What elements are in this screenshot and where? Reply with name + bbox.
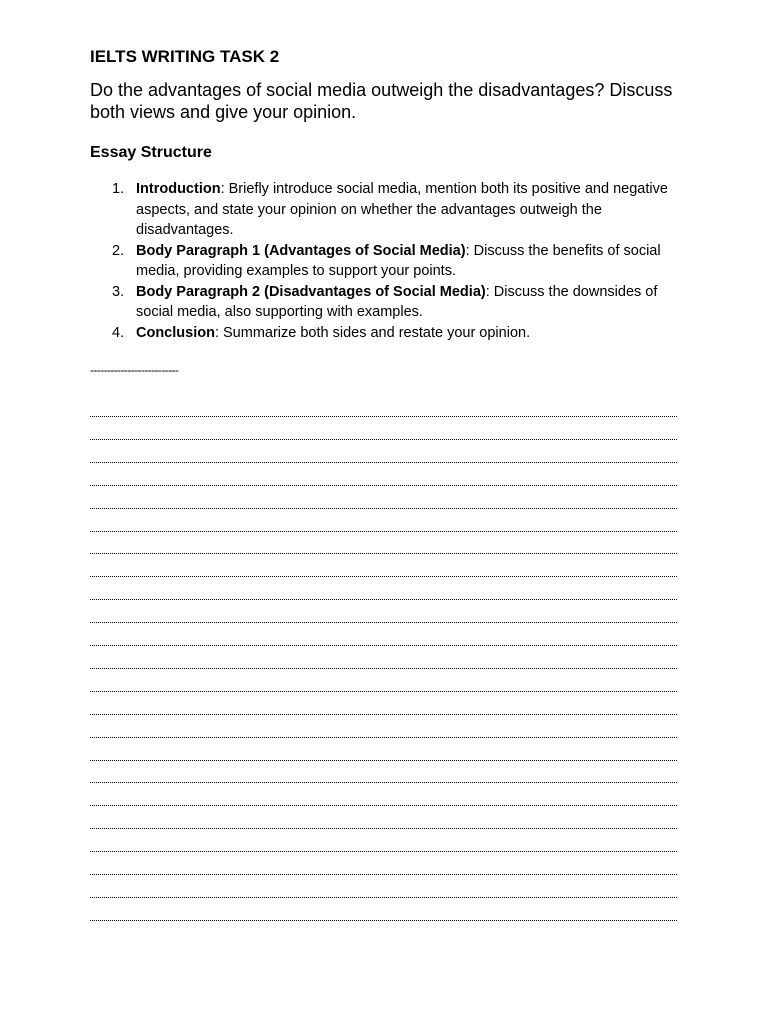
list-item-number: 2. xyxy=(112,242,125,259)
writing-line xyxy=(90,462,677,463)
list-item-number: 3. xyxy=(112,283,125,300)
list-item-term: Body Paragraph 2 (Disadvantages of Social Media) xyxy=(136,283,486,300)
writing-line xyxy=(90,805,677,806)
list-item xyxy=(90,323,680,344)
list-item-description: : Discuss the benefits of social media, providing examples to support your points. xyxy=(136,242,661,279)
writing-line xyxy=(90,668,677,669)
list-item xyxy=(90,241,680,282)
writing-line xyxy=(90,508,677,509)
writing-line xyxy=(90,416,677,417)
writing-line xyxy=(90,622,677,623)
writing-line xyxy=(90,439,677,440)
list-item-term: Introduction xyxy=(136,181,221,197)
writing-line xyxy=(90,897,677,898)
document-title: IELTS WRITING TASK 2 xyxy=(90,47,280,66)
writing-line xyxy=(90,760,677,761)
writing-line xyxy=(90,920,677,921)
writing-line xyxy=(90,851,677,852)
list-item-description: : Briefly introduce social media, mention both its positive and negative aspects, and state your opinion on whether the advantages outweigh the disadvantages. xyxy=(136,181,668,238)
writing-line xyxy=(90,645,677,646)
writing-line xyxy=(90,828,677,829)
essay-structure-heading: Essay Structure xyxy=(90,144,212,161)
writing-line xyxy=(90,874,677,875)
list-item-number: 1. xyxy=(112,181,125,197)
writing-line xyxy=(90,531,677,532)
writing-line xyxy=(90,714,677,715)
list-item-description: : Discuss the downsides of social media, also supporting with examples. xyxy=(136,283,658,320)
essay-structure-list xyxy=(90,179,680,343)
writing-line xyxy=(90,485,677,486)
section-divider: -------------------------- xyxy=(90,363,179,377)
writing-line xyxy=(90,553,677,554)
writing-line xyxy=(90,599,677,600)
writing-line xyxy=(90,691,677,692)
writing-line xyxy=(90,737,677,738)
list-item-number: 4. xyxy=(112,324,125,341)
list-item-term: Body Paragraph 1 (Advantages of Social Media) xyxy=(136,242,466,259)
list-item-term: Conclusion xyxy=(136,324,215,341)
list-item-description: : Summarize both sides and restate your opinion. xyxy=(214,324,531,341)
task-prompt: Do the advantages of social media outweigh the disadvantages? Discuss both views and give your opinion. xyxy=(90,80,673,122)
list-item xyxy=(90,179,680,241)
writing-line xyxy=(90,782,677,783)
list-item xyxy=(90,282,680,323)
writing-line xyxy=(90,576,677,577)
